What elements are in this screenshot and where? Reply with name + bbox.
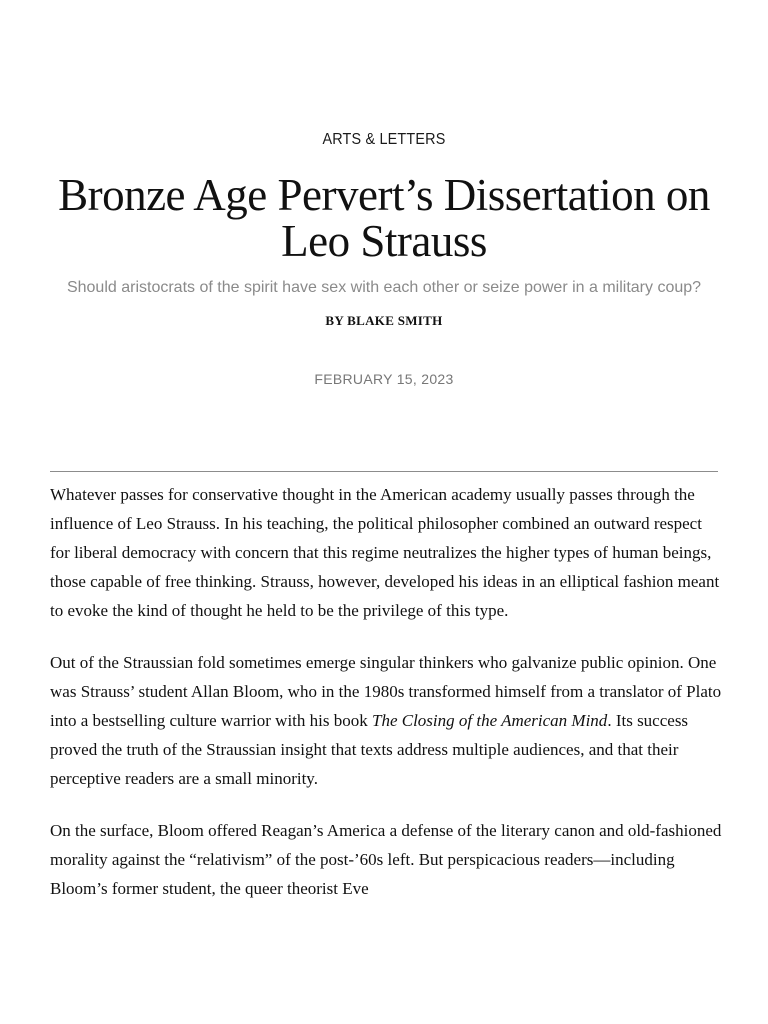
section-label[interactable]: ARTS & LETTERS [322,131,446,148]
article-subtitle: Should aristocrats of the spirit have sex with each other or seize power in a military coup? [66,279,702,296]
byline[interactable]: BY BLAKE SMITH [325,313,443,328]
paragraph-2 [50,648,722,793]
paragraph-3: On the surface, Bloom offered Reagan’s America a defense of the literary canon and old-fashioned morality against the “relativism” of the post-’60s left. But perspicacious readers—including Bloom’s former student, the queer theorist Eve [50,821,722,898]
publish-date: FEBRUARY 15, 2023 [314,371,454,387]
article-header [0,0,768,387]
paragraph-1: Whatever passes for conservative thought in the American academy usually passes through the influence of Leo Strauss. In his teaching, the political philosopher combined an outward respect for liberal democracy with concern that this regime neutralizes the higher types of human beings, those capable of free thinking. Strauss, however, developed his ideas in an elliptical fashion meant to evoke the kind of thought he held to be the privilege of this type. [50,485,720,620]
article-title: Bronze Age Pervert’s Dissertation on Leo Strauss [58,170,710,266]
header-divider [50,471,718,472]
book-title: The Closing of the American Mind [372,711,608,730]
paragraph-2-text-start: Out of the Straussian fold sometimes emerge singular thinkers who galvanize public opinion. One was Strauss’ student Allan Bloom, who in the 1980s transformed himself from a translator of Plato into a bestselling culture warrior with his book [50,653,722,730]
paragraph-2-text-end: . Its success proved the truth of the Straussian insight that texts address multiple audiences, and that their perceptive readers are a small minority. [50,711,689,788]
article-body [50,480,722,926]
